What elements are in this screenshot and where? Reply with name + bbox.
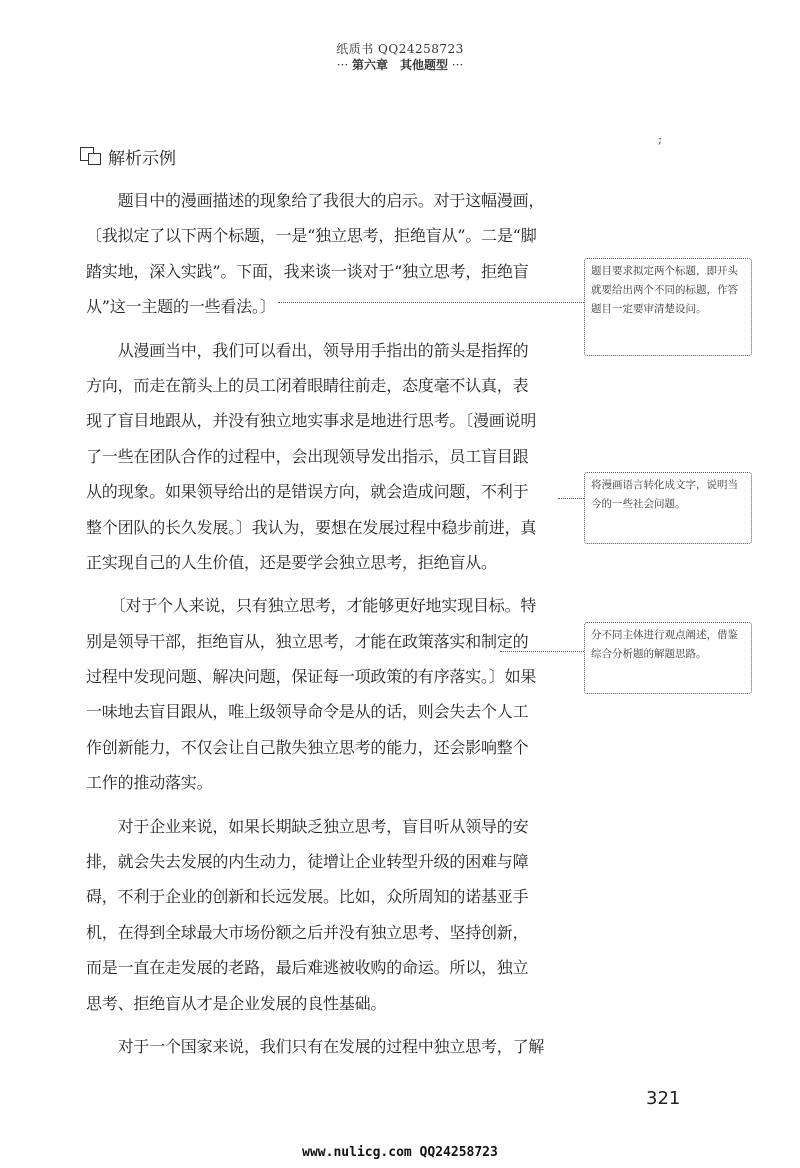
text-line: 〔对于个人来说，只有独立思考，才能够更好地实现目标。特	[86, 596, 537, 616]
note-leader-line	[500, 651, 584, 652]
margin-note: 分不同主体进行观点阐述，借鉴综合分析题的解题思路。	[584, 622, 752, 694]
text-line: 了一些在团队合作的过程中，会出现领导发出指示，员工盲目跟	[86, 446, 529, 466]
text-line: 工作的推动落实。	[86, 773, 213, 793]
section-title: 解析示例	[108, 148, 176, 169]
chapter-dots-right: ···	[451, 58, 464, 72]
page-number: 321	[646, 1088, 681, 1109]
text-line: 过程中发现问题、解决问题，保证每一项政策的有序落实。〕如果	[86, 667, 537, 687]
text-line: 对于一个国家来说，我们只有在发展的过程中独立思考，了解	[86, 1036, 545, 1056]
text-line: 从的现象。如果领导给出的是错误方向，就会造成问题，不利于	[86, 482, 529, 502]
footer-watermark: www.nulicg.com QQ24258723	[302, 1145, 498, 1160]
text-line: 作创新能力，不仅会让自己散失独立思考的能力，还会影响整个	[86, 737, 529, 757]
text-line: 踏实地，深入实践”。下面，我来谈一谈对于“独立思考，拒绝盲	[86, 261, 529, 281]
chapter-dots-left: ···	[336, 58, 349, 72]
section-heading	[80, 143, 176, 169]
text-line: 方向，而走在箭头上的员工闭着眼睛往前走，态度毫不认真，表	[86, 375, 529, 395]
text-line: 现了盲目地跟从，并没有独立地实事求是地进行思考。〔漫画说明	[86, 411, 537, 431]
text-line: 整个团队的长久发展。〕我认为，要想在发展过程中稳步前进，真	[86, 517, 537, 537]
margin-mark: ;	[658, 132, 663, 146]
header-watermark: 纸质书 QQ24258723	[336, 42, 464, 56]
note-leader-line	[278, 302, 584, 303]
text-line: 机，在得到全球最大市场份额之后并没有独立思考、坚持创新，	[86, 922, 529, 942]
chapter-title: 第六章 其他题型	[351, 58, 448, 72]
text-line: 一味地去盲目跟从，唯上级领导命令是从的话，则会失去个人工	[86, 702, 529, 722]
text-line: 〔我拟定了以下两个标题，一是“独立思考，拒绝盲从”。二是“脚	[86, 226, 537, 246]
text-line: 正实现自己的人生价值，还是要学会独立思考，拒绝盲从。	[86, 552, 497, 572]
text-line: 碍，不利于企业的创新和长远发展。比如，众所周知的诺基亚手	[86, 887, 529, 907]
text-line: 别是领导干部，拒绝盲从，独立思考，才能在政策落实和制定的	[86, 631, 529, 651]
note-leader-line	[558, 498, 584, 499]
body-text	[86, 183, 558, 1064]
margin-note: 题目要求拟定两个标题，即开头就要给出两个不同的标题，作答题目一定要审清楚设问。	[584, 258, 752, 356]
chapter-header	[0, 56, 800, 73]
text-line: 排，就会失去发展的内生动力，徒增让企业转型升级的困难与障	[86, 852, 529, 872]
overlap-squares-icon	[80, 147, 102, 165]
text-line: 从”这一主题的一些看法。〕	[86, 297, 276, 317]
text-line: 题目中的漫画描述的现象给了我很大的启示。对于这幅漫画，	[86, 191, 545, 210]
text-line: 思考、拒绝盲从才是企业发展的良性基础。	[86, 993, 387, 1013]
text-line: 对于企业来说，如果长期缺乏独立思考，盲目听从领导的安	[86, 816, 529, 836]
margin-note: 将漫画语言转化成文字，说明当今的一些社会问题。	[584, 472, 752, 544]
text-line: 而是一直在走发展的老路，最后难逃被收购的命运。所以，独立	[86, 958, 529, 978]
text-line: 从漫画当中，我们可以看出，领导用手指出的箭头是指挥的	[86, 340, 529, 360]
